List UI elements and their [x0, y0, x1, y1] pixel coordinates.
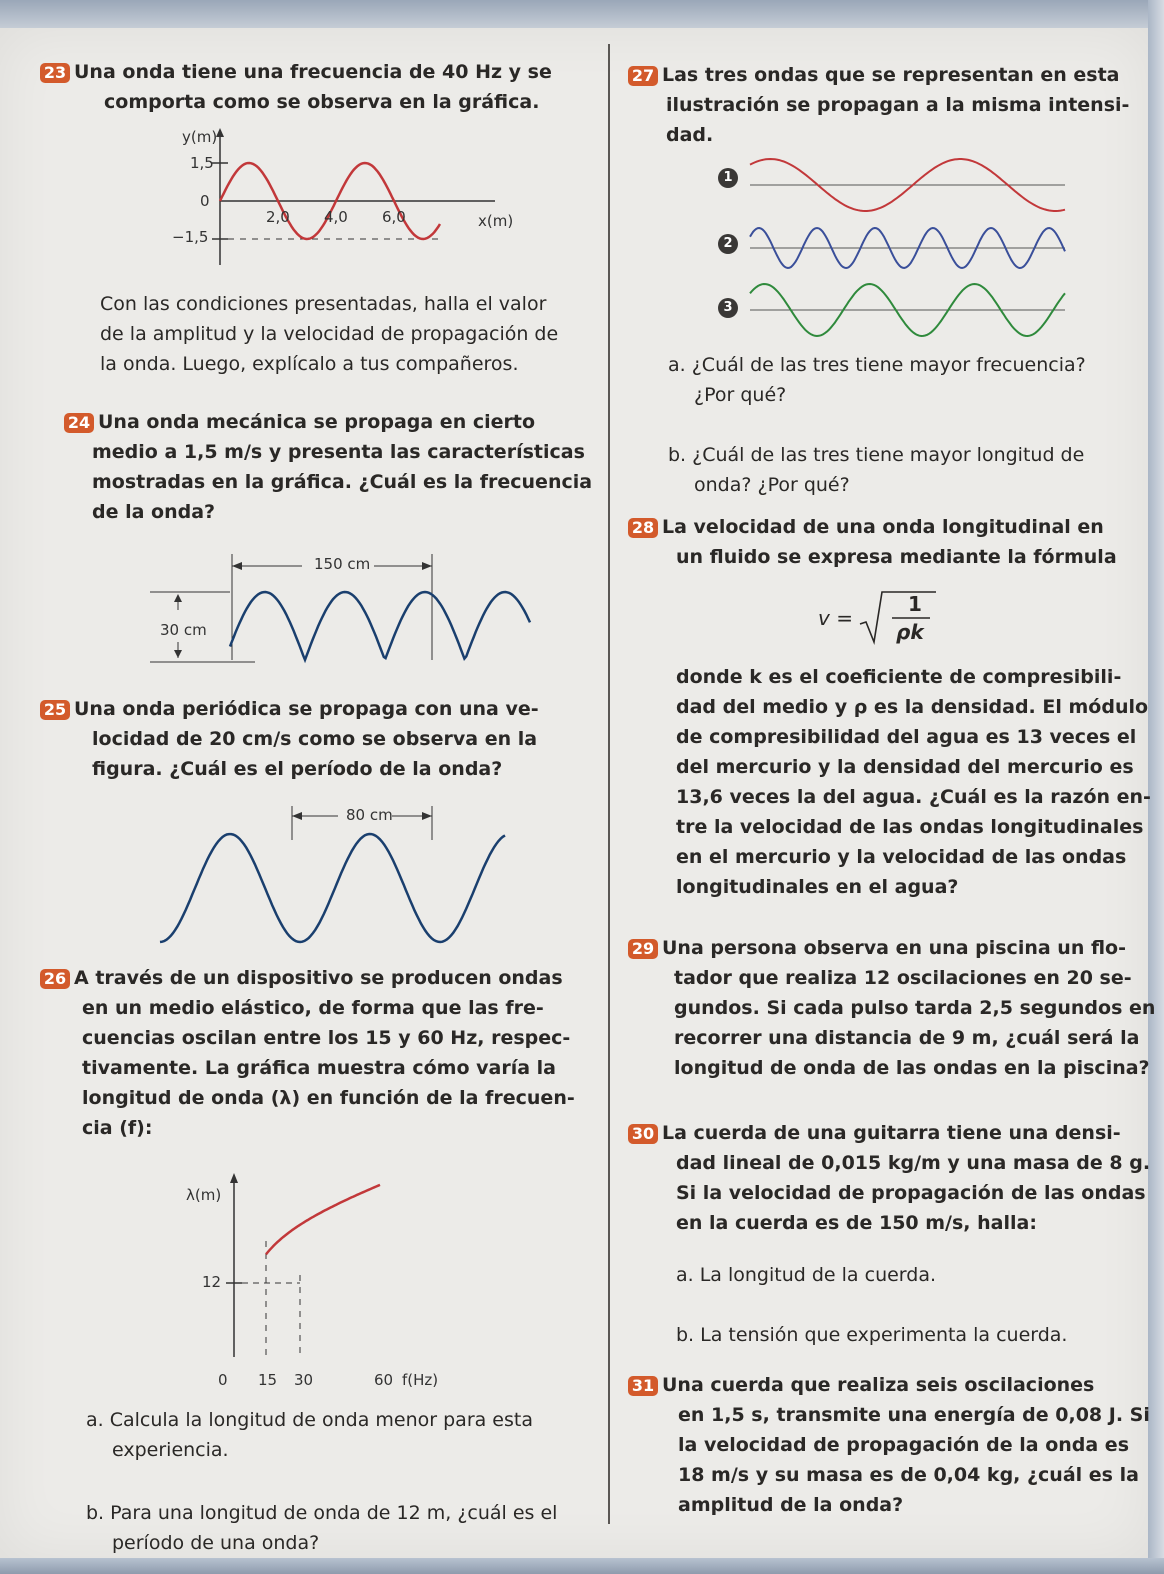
exercise-26-prompt: 26 A través de un dispositivo se producen ondas en un medio elástico, de forma que las fre- cuencias oscilan entre los 15 y 60 Hz, respec- tivamente. La gráfica muestra cómo varía la longitud de onda (λ) en función de la frecuen- cia (f):	[40, 963, 575, 1143]
exercise-number: 25	[40, 700, 70, 720]
wavelength-label: 80 cm	[346, 806, 393, 824]
exercise-28-prompt: 28 La velocidad de una onda longitudinal en un fluido se expresa mediante la fórmula	[628, 512, 1117, 572]
wave-3-badge: 3	[718, 298, 738, 318]
exercise-27-parts: a. ¿Cuál de las tres tiene mayor frecuencia? ¿Por qué? b. ¿Cuál de las tres tiene mayor longitud de onda? ¿Por qué?	[668, 354, 1086, 496]
exercise-23-graph	[170, 125, 530, 275]
exercise-27-prompt: 27 Las tres ondas que se representan en esta ilustración se propagan a la misma intensi- dad.	[628, 60, 1129, 150]
exercise-number: 26	[40, 969, 70, 989]
exercise-23-prompt: 23 Una onda tiene una frecuencia de 40 Hz y se comporta como se observa en la gráfica.	[40, 57, 552, 117]
x-tick-0: 0	[218, 1371, 228, 1389]
amplitude-label: 30 cm	[160, 621, 207, 639]
column-divider	[608, 44, 610, 1524]
formula-denominator: ρk	[896, 620, 924, 644]
exercise-number: 28	[628, 518, 658, 538]
y-tick-zero: 0	[200, 192, 210, 210]
exercise-number: 29	[628, 939, 658, 959]
y-axis-label: λ(m)	[186, 1186, 222, 1204]
exercise-30-prompt: 30 La cuerda de una guitarra tiene una densi- dad lineal de 0,015 kg/m y una masa de 8 g. Si la velocidad de propagación de las ondas en la cuerda es de 150 m/s, halla:	[628, 1118, 1150, 1238]
y-tick-top: 1,5	[190, 154, 214, 172]
x-tick-2: 4,0	[324, 208, 348, 226]
page-edge-top	[0, 0, 1164, 30]
exercise-28-body: donde k es el coeficiente de compresibili- dad del medio y ρ es la densidad. El módulo de compresibilidad del agua es 13 veces el del mercurio y la densidad del mercurio es 13,6 veces la del agua. ¿Cuál es la razón en- tre la velocidad de las ondas longitudinales en el mercurio y la velocidad de las ondas longitudinales en el agua?	[676, 666, 1151, 898]
exercise-29-prompt: 29 Una persona observa en una piscina un flo- tador que realiza 12 oscilaciones en 20 se- gundos. Si cada pulso tarda 2,5 segundos en recorrer una distancia de 9 m, ¿cuál será la longitud de onda de las ondas en la piscina?	[628, 933, 1155, 1083]
formula-lhs: v =	[818, 606, 853, 630]
wave-1-badge: 1	[718, 168, 738, 188]
exercise-26-graph	[200, 1165, 460, 1365]
exercise-number: 23	[40, 63, 70, 83]
exercise-number: 31	[628, 1376, 658, 1396]
exercise-30-parts: a. La longitud de la cuerda. b. La tensión que experimenta la cuerda.	[676, 1264, 1068, 1346]
exercise-31-prompt: 31 Una cuerda que realiza seis oscilaciones en 1,5 s, transmite una energía de 0,08 J. Si la velocidad de propagación de la onda es 18 m/s y su masa es de 0,04 kg, ¿cuál es la amplitud de la onda?	[628, 1370, 1150, 1520]
x-tick-60: 60	[374, 1371, 394, 1389]
exercise-25-prompt: 25 Una onda periódica se propaga con una ve- locidad de 20 cm/s como se observa en la figura. ¿Cuál es el período de la onda?	[40, 694, 539, 784]
x-tick-15: 15	[258, 1371, 278, 1389]
y-tick-12: 12	[202, 1273, 222, 1291]
exercise-27-waves	[750, 150, 1070, 350]
exercise-24-prompt: 24 Una onda mecánica se propaga en cierto medio a 1,5 m/s y presenta las características mostradas en la gráfica. ¿Cuál es la frecuencia de la onda?	[64, 407, 592, 527]
exercise-25-diagram	[160, 800, 520, 950]
x-axis-label: f(Hz)	[402, 1371, 439, 1389]
formula-numerator: 1	[908, 592, 922, 616]
x-axis-label: x(m)	[478, 212, 514, 230]
exercise-number: 30	[628, 1124, 658, 1144]
exercise-number: 27	[628, 66, 658, 86]
wave-2-badge: 2	[718, 234, 738, 254]
x-tick-3: 6,0	[382, 208, 406, 226]
exercise-number: 24	[64, 413, 94, 433]
exercise-26-parts: a. Calcula la longitud de onda menor para esta experiencia. b. Para una longitud de onda de 12 m, ¿cuál es el período de una onda?	[86, 1409, 558, 1554]
page-edge-bottom	[0, 1558, 1164, 1574]
y-axis-label: y(m)	[182, 128, 218, 146]
y-tick-bottom: −1,5	[172, 228, 209, 246]
wavelength-label: 150 cm	[310, 555, 374, 573]
x-tick-30: 30	[294, 1371, 314, 1389]
x-tick-1: 2,0	[266, 208, 290, 226]
exercise-23-body: Con las condiciones presentadas, halla el valor de la amplitud y la velocidad de propagación de la onda. Luego, explícalo a tus compañeros.	[100, 293, 559, 375]
